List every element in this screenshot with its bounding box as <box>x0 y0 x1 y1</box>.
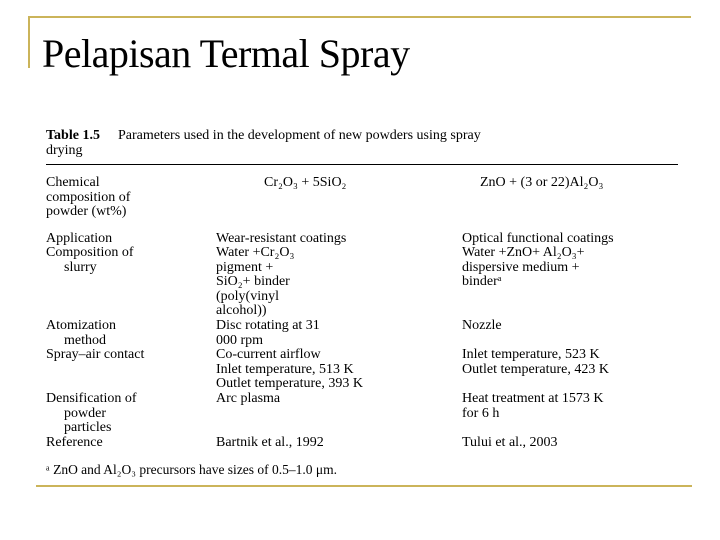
row-label-cell <box>46 246 216 275</box>
cell-line: Outlet temperature, 423 K <box>462 361 609 377</box>
cell-line: Application <box>46 231 113 246</box>
cell-line: Tului et al., 2003 <box>462 435 558 450</box>
cell-line: Arc plasma <box>216 391 281 406</box>
frame-left-line <box>28 16 30 68</box>
cell-line: Composition of <box>46 245 134 260</box>
cell-line: alcohol)) <box>216 303 267 319</box>
row-label-cell <box>46 176 216 220</box>
cell-line: powder (wt%) <box>46 204 127 220</box>
cell-line: Heat treatment at 1573 K <box>462 391 604 406</box>
cell-line: Densification of <box>46 391 137 406</box>
cell-line: composition of <box>46 189 131 205</box>
cell-line: 000 rpm <box>216 332 264 348</box>
table-footnote: ᵃ ZnO and Al₂O₃ precursors have sizes of 0.5–1.0 μm. <box>46 462 338 477</box>
cr2o3-cell <box>216 348 461 392</box>
row-label-cell <box>46 436 216 451</box>
cr2o3-cell <box>216 246 461 319</box>
cell-line: ZnO + (3 or 22)Al₂O₃ <box>480 175 604 190</box>
cell-line: Spray–air contact <box>46 347 145 362</box>
zno-cell <box>462 319 682 334</box>
zno-cell <box>462 246 682 290</box>
table-caption <box>46 128 678 158</box>
cell-line: Inlet temperature, 513 K <box>216 361 354 377</box>
cell-line: SiO₂+ binder <box>216 274 290 290</box>
cell-line: particles <box>64 420 112 436</box>
table-caption-line1: Parameters used in the development of new powders using spray <box>117 128 481 143</box>
cr2o3-cell <box>216 436 461 451</box>
zno-cell <box>462 348 682 377</box>
cell-line: Disc rotating at 31 <box>216 318 320 333</box>
cell-line: Water +ZnO+ Al₂O₃+ <box>462 245 585 260</box>
cell-line: Bartnik et al., 1992 <box>216 435 324 450</box>
cell-line: Water +Cr₂O₃ <box>216 245 295 260</box>
cell-line: Nozzle <box>462 318 502 333</box>
cell-line: Wear-resistant coatings <box>216 231 347 246</box>
row-label-cell <box>46 348 216 363</box>
row-label-cell <box>46 392 216 436</box>
cell-line: Cr₂O₃ + 5SiO₂ <box>264 175 347 190</box>
cell-line: Reference <box>46 435 103 450</box>
frame-bottom-line <box>36 485 692 487</box>
cell-line: Atomization <box>46 318 116 333</box>
frame-top-line <box>28 16 691 18</box>
table-rule <box>46 164 678 165</box>
cell-line: slurry <box>64 259 97 275</box>
cr2o3-cell <box>216 319 461 348</box>
table-caption-line2: drying <box>46 143 83 158</box>
cell-line: Outlet temperature, 393 K <box>216 376 363 392</box>
cell-line: (poly(vinyl <box>216 288 279 304</box>
cell-line: Co-current airflow <box>216 347 321 362</box>
slide-title: Pelapisan Termal Spray <box>42 31 410 76</box>
cell-line: Inlet temperature, 523 K <box>462 347 600 362</box>
zno-cell <box>462 392 682 421</box>
cell-line: pigment + <box>216 259 274 275</box>
row-label-cell <box>46 319 216 348</box>
table-label: Table 1.5 <box>46 128 100 143</box>
cell-line: powder <box>64 405 106 421</box>
cell-line: dispersive medium + <box>462 259 580 275</box>
cell-line: for 6 h <box>462 405 500 421</box>
zno-cell <box>462 436 682 451</box>
zno-cell <box>462 176 700 191</box>
cell-line: Optical functional coatings <box>462 231 614 246</box>
cell-line: method <box>64 332 106 348</box>
cr2o3-cell <box>216 392 461 407</box>
cell-line: Chemical <box>46 175 100 190</box>
parameter-table <box>46 128 678 477</box>
cell-line: binderᵃ <box>462 274 502 290</box>
